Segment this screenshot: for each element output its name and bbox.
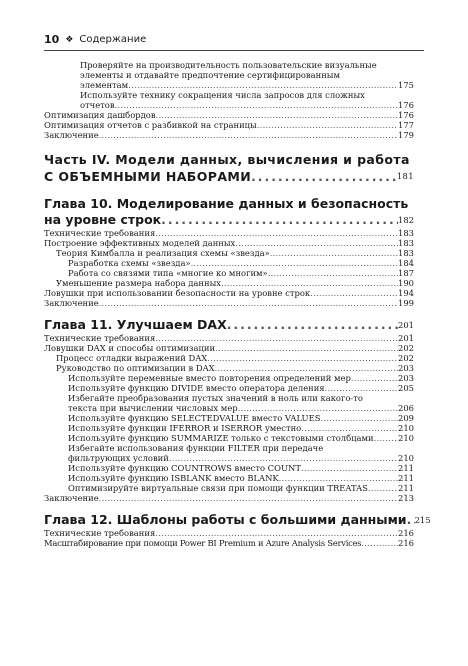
leader-dots — [361, 538, 398, 548]
leader-dots — [155, 228, 398, 238]
leader-dots — [301, 463, 398, 473]
toc-page: 209 — [398, 413, 414, 423]
toc-page: 182 — [398, 215, 414, 225]
toc-entry[interactable]: Построение эффективных моделей данных . . . 183 — [44, 238, 414, 248]
toc-page: 205 — [398, 383, 414, 393]
toc-chapter-10[interactable]: Глава 10. Моделирование данных и безопасность на уровне строк . . . 182 — [44, 196, 414, 228]
leader-dots — [227, 317, 398, 333]
toc-page: 213 — [398, 493, 414, 503]
toc-page: 203 — [398, 363, 414, 373]
toc-entry[interactable]: Руководство по оптимизации в DAX . . . 203 — [44, 363, 414, 373]
toc-entry[interactable]: Работа со связями типа «многие ко многим» . . . 187 — [44, 268, 414, 278]
toc-entry[interactable]: Масштабирование при помощи Power BI Premium и Azure Analysis Services . . . 216 — [44, 538, 414, 548]
toc-entry[interactable]: Используйте функции IFERROR и ISERROR уместно . . . 210 — [44, 423, 414, 433]
toc-entry[interactable]: Теория Кимбалла и реализация схемы «звезда» . . . 183 — [44, 248, 414, 258]
leader-dots — [279, 473, 398, 483]
toc-entry[interactable]: Используйте функцию SUMMARIZE только с текстовыми столбцами . . . 210 — [44, 433, 414, 443]
ornament-icon: ❖ — [65, 34, 74, 45]
toc-page: 211 — [398, 483, 414, 493]
toc-entry[interactable]: Используйте технику сокращения числа запросов для сложных отчетов . . . 176 — [44, 90, 414, 110]
leader-dots — [128, 80, 398, 90]
toc-part-4[interactable]: Часть IV. Модели данных, вычисления и работа С ОБЪЕМНЫМИ НАБОРАМИ . . . 181 — [44, 151, 414, 185]
toc-page: 202 — [398, 353, 414, 363]
leader-dots — [251, 168, 397, 185]
leader-dots — [99, 298, 398, 308]
toc-page: 181 — [396, 171, 414, 181]
leader-dots — [155, 528, 398, 538]
running-title: Содержание — [79, 34, 147, 45]
toc-page: 210 — [398, 433, 414, 443]
toc-page: 194 — [398, 288, 414, 298]
leader-dots — [407, 512, 415, 528]
toc-entry[interactable]: Используйте функцию COUNTROWS вместо COUNT . . . 211 — [44, 463, 414, 473]
leader-dots — [301, 423, 398, 433]
toc-chapter-11[interactable]: Глава 11. Улучшаем DAX . . . 201 — [44, 317, 414, 333]
leader-dots — [374, 433, 398, 443]
leader-dots — [169, 453, 398, 463]
leader-dots — [351, 373, 398, 383]
leader-dots — [368, 483, 398, 493]
toc-page: 183 — [398, 238, 414, 248]
table-of-contents — [44, 60, 431, 548]
toc-page: 187 — [398, 268, 414, 278]
toc-entry[interactable]: Технические требования . . . 216 — [44, 528, 414, 538]
toc-page: 203 — [398, 373, 414, 383]
toc-page: 183 — [398, 248, 414, 258]
toc-page: 215 — [414, 515, 431, 525]
toc-page: 176 — [398, 110, 414, 120]
toc-page: 199 — [398, 298, 414, 308]
toc-page: 211 — [398, 463, 414, 473]
leader-dots — [161, 212, 398, 228]
toc-entry[interactable]: Ловушки при использовании безопасности на уровне строк . . . 194 — [44, 288, 414, 298]
toc-entry[interactable]: Оптимизация отчетов с разбивкой на страницы . . . 177 — [44, 120, 414, 130]
leader-dots — [156, 110, 398, 120]
toc-page: 216 — [398, 528, 414, 538]
toc-entry[interactable]: Избегайте преобразования пустых значений в ноль или какого-то текста при вычислении числовых мер . . . 206 — [44, 393, 414, 413]
toc-page: 210 — [398, 423, 414, 433]
leader-dots — [235, 238, 398, 248]
toc-page: 211 — [398, 473, 414, 483]
toc-entry[interactable]: Оптимизируйте виртуальные связи при помощи функции TREATAS . . . 211 — [44, 483, 414, 493]
toc-page: 210 — [398, 453, 414, 463]
leader-dots — [268, 268, 398, 278]
toc-page: 176 — [398, 100, 414, 110]
leader-dots — [310, 288, 398, 298]
leader-dots — [215, 343, 398, 353]
leader-dots — [270, 248, 398, 258]
toc-page: 206 — [398, 403, 414, 413]
toc-page: 175 — [398, 80, 414, 90]
toc-entry[interactable]: Разработка схемы «звезда» . . . 184 — [44, 258, 414, 268]
toc-page: 190 — [398, 278, 414, 288]
toc-page: 179 — [398, 130, 414, 140]
toc-entry[interactable]: Технические требования . . . 201 — [44, 333, 414, 343]
toc-entry[interactable]: Используйте функцию SELECTEDVALUE вместо VALUES . . . 209 — [44, 413, 414, 423]
toc-entry[interactable]: Избегайте использования функции FILTER при передаче фильтрующих условий . . . 210 — [44, 443, 414, 463]
leader-dots — [238, 403, 398, 413]
toc-page: 202 — [398, 343, 414, 353]
leader-dots — [99, 130, 398, 140]
leader-dots — [325, 383, 398, 393]
leader-dots — [257, 120, 398, 130]
toc-entry[interactable]: Оптимизация дашбордов . . . 176 — [44, 110, 414, 120]
toc-entry[interactable]: Уменьшение размера набора данных . . . 190 — [44, 278, 414, 288]
leader-dots — [191, 258, 398, 268]
toc-entry[interactable]: Ловушки DAX и способы оптимизации . . . 202 — [44, 343, 414, 353]
page-number: 10 — [44, 33, 60, 46]
toc-entry[interactable]: Используйте переменные вместо повторения определений мер . . . 203 — [44, 373, 414, 383]
toc-chapter-12[interactable]: Глава 12. Шаблоны работы с большими данными . . . 215 — [44, 512, 414, 528]
toc-page: 201 — [398, 320, 414, 330]
toc-entry[interactable]: Заключение . . . 213 — [44, 493, 414, 503]
toc-page: 216 — [398, 538, 414, 548]
toc-entry[interactable]: Заключение . . . 199 — [44, 298, 414, 308]
running-header — [44, 33, 424, 46]
leader-dots — [115, 100, 398, 110]
header-divider — [44, 50, 424, 51]
toc-page: 184 — [398, 258, 414, 268]
toc-page: 201 — [398, 333, 414, 343]
leader-dots — [155, 333, 398, 343]
leader-dots — [215, 363, 398, 373]
toc-page: 177 — [398, 120, 414, 130]
leader-dots — [207, 353, 398, 363]
toc-entry[interactable]: Используйте функцию ISBLANK вместо BLANK . . . 211 — [44, 473, 414, 483]
toc-entry[interactable]: Заключение . . . 179 — [44, 130, 414, 140]
toc-entry[interactable]: Проверяйте на производительность пользовательские визуальные элементы и отдавайте предпочтение сертифицированным элементам . . . 175 — [44, 60, 414, 90]
leader-dots — [221, 278, 398, 288]
toc-entry[interactable]: Используйте функцию DIVIDE вместо оператора деления . . . 205 — [44, 383, 414, 393]
toc-entry[interactable]: Технические требования . . . 183 — [44, 228, 414, 238]
leader-dots — [99, 493, 398, 503]
toc-page: 183 — [398, 228, 414, 238]
leader-dots — [320, 413, 398, 423]
toc-entry[interactable]: Процесс отладки выражений DAX . . . 202 — [44, 353, 414, 363]
